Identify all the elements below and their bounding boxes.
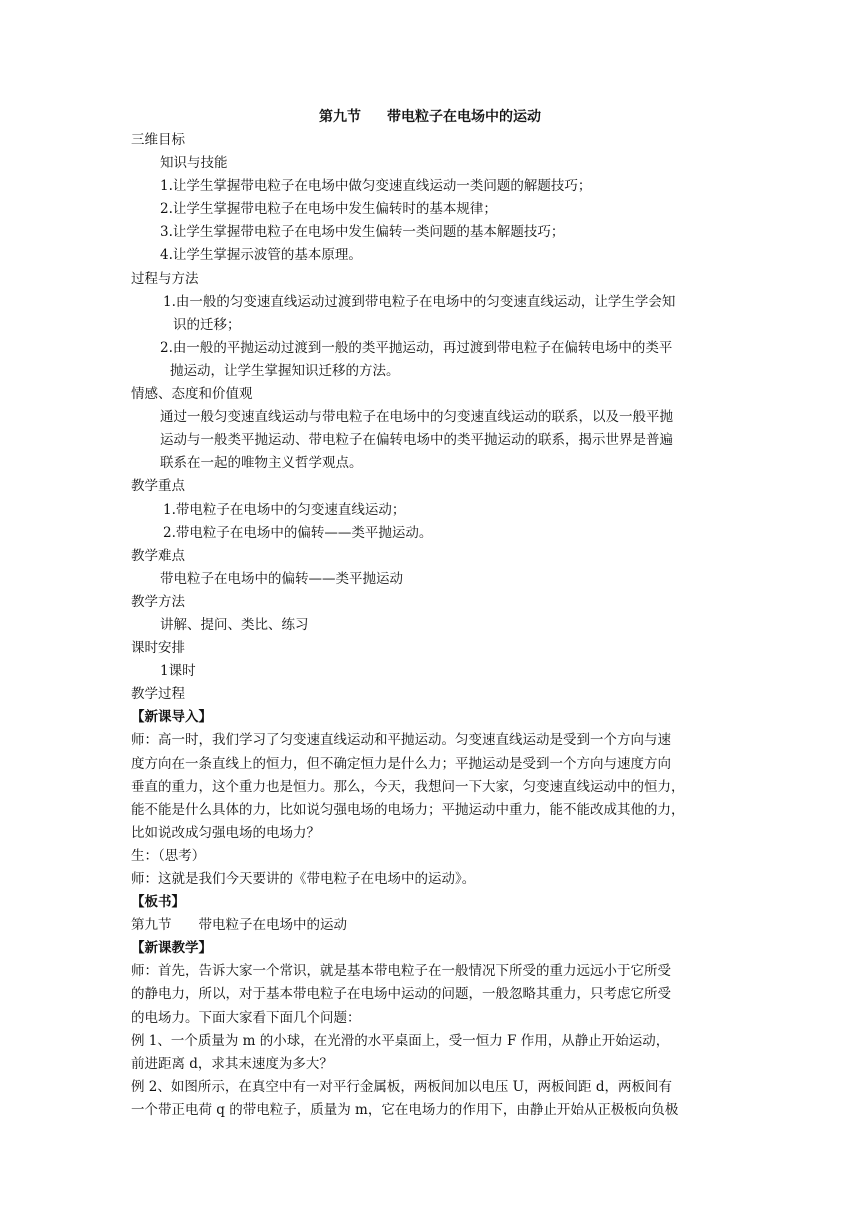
text-line: 垂直的重力，这个重力也是恒力。那么，今天，我想问一下大家，匀变速直线运动中的恒力， [131,778,685,795]
text-line: 度方向在一条直线上的恒力，但不确定恒力是什么力；平抛运动是受到一个方向与速度方向 [131,755,671,772]
text-line: 2.由一般的平抛运动过渡到一般的类平抛运动，再过渡到带电粒子在偏转电场中的类平 [160,339,673,356]
text-line: 知识与技能 [160,155,228,172]
text-line: 师：首先，告诉大家一个常识，就是基本带电粒子在一般情况下所受的重力远远小于它所受 [131,963,671,980]
document-body [0,129,860,1122]
text-line: 运动与一般类平抛运动、带电粒子在偏转电场中的类平抛运动的联系，揭示世界是普遍 [160,432,673,449]
text-line: 识的迁移； [173,316,241,333]
text-line: 教学难点 [131,547,185,564]
text-line: 抛运动，让学生掌握知识迁移的方法。 [170,362,400,379]
text-line: 2.让学生掌握带电粒子在电场中发生偏转时的基本规律； [160,201,497,218]
text-line: 教学方法 [131,593,185,610]
text-line: 三维目标 [131,132,185,148]
text-line: 【新课导入】 [131,709,212,726]
text-line: 2.带电粒子在电场中的偏转——类平抛运动。 [163,524,433,541]
text-line: 1.让学生掌握带电粒子在电场中做匀变速直线运动一类问题的解题技巧； [160,178,592,195]
text-line: 的静电力，所以，对于基本带电粒子在电场中运动的问题，一般忽略其重力，只考虑它所受 [131,986,671,1003]
text-line: 【板书】 [131,894,185,911]
text-line: 联系在一起的唯物主义哲学观点。 [160,455,363,472]
text-line: 【新课教学】 [131,940,212,957]
text-line: 生：（思考） [131,847,206,864]
text-line: 例 1、一个质量为 m 的小球，在光滑的水平桌面上，受一恒力 F 作用，从静止开始运动， [131,1032,670,1049]
text-line: 课时安排 [131,640,185,657]
title-section: 第九节 [319,109,361,125]
text-line: 教学过程 [131,686,185,703]
text-line: 的电场力。下面大家看下面几个问题： [131,1009,361,1026]
text-line: 4.让学生掌握示波管的基本原理。 [160,247,362,264]
text-line: 1.由一般的匀变速直线运动过渡到带电粒子在电场中的匀变速直线运动，让学生学会知 [163,293,676,310]
text-line: 师：这就是我们今天要讲的《带电粒子在电场中的运动》。 [131,871,476,887]
text-line: 情感、态度和价值观 [131,386,253,403]
text-line: 教学重点 [131,478,185,495]
text-line: 1.带电粒子在电场中的匀变速直线运动； [163,501,406,518]
text-line: 例 2、如图所示，在真空中有一对平行金属板，两板间加以电压 U，两板间距 d，两板间有 [131,1078,672,1095]
text-line: 比如说改成匀强电场的电场力？ [131,824,320,841]
text-line: 3.让学生掌握带电粒子在电场中发生偏转一类问题的基本解题技巧； [160,224,565,241]
text-line: 师：高一时，我们学习了匀变速直线运动和平抛运动。匀变速直线运动是受到一个方向与速 [131,732,671,749]
text-line: 前进距离 d，求其末速度为多大？ [131,1055,333,1072]
text-line: 讲解、提问、类比、练习 [160,616,309,633]
title-text: 带电粒子在电场中的运动 [387,109,541,125]
text-line: 通过一般匀变速直线运动与带电粒子在电场中的匀变速直线运动的联系，以及一般平抛 [160,409,673,426]
text-line: 过程与方法 [131,270,199,287]
text-line: 第九节 带电粒子在电场中的运动 [131,917,347,934]
text-line: 1课时 [160,663,196,680]
text-line: 带电粒子在电场中的偏转——类平抛运动 [160,570,403,587]
text-line: 能不能是什么具体的力，比如说匀强电场的电场力；平抛运动中重力，能不能改成其他的力， [131,801,685,818]
page-title [0,106,860,126]
text-line: 一个带正电荷 q 的带电粒子，质量为 m，它在电场力的作用下，由静止开始从正极板向负极 [131,1101,679,1118]
